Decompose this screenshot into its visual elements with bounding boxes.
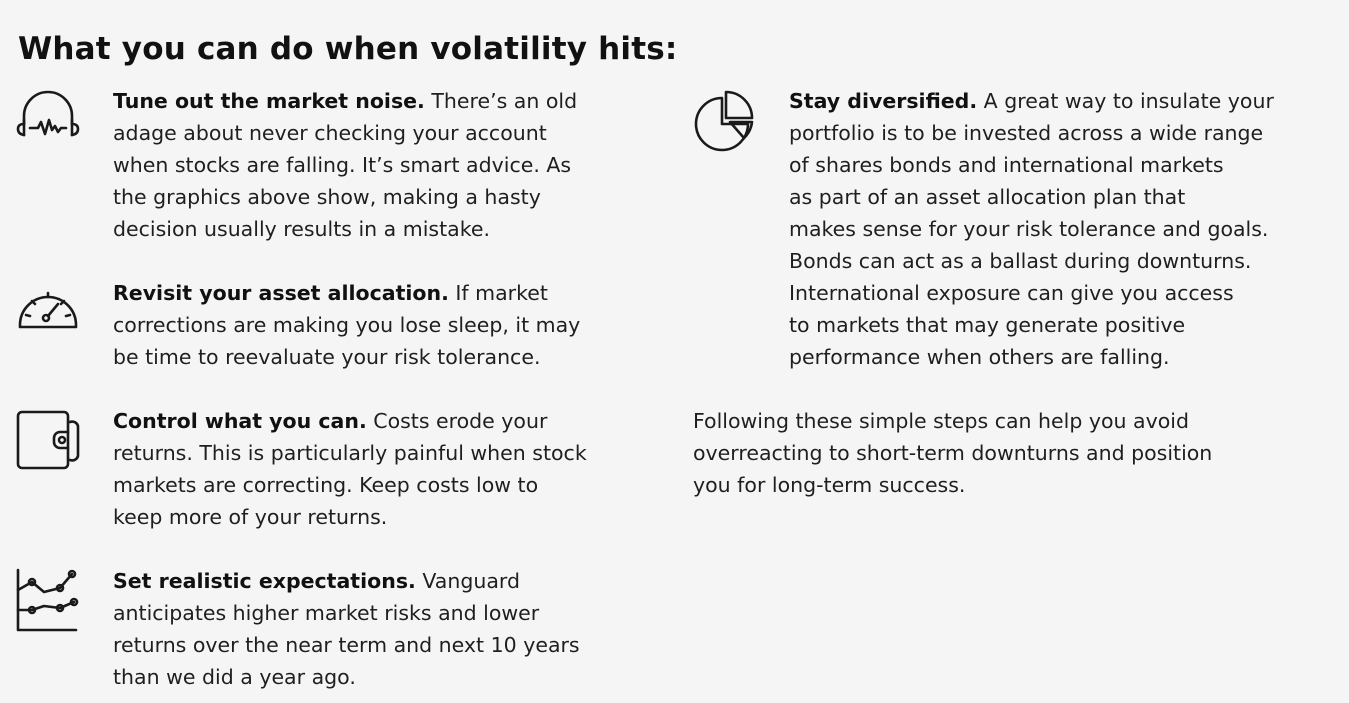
tip-title: Control what you can.: [113, 409, 367, 433]
headphones-icon: [14, 84, 82, 152]
tip-text-line: Costs erode your: [366, 409, 548, 433]
tip-text-line: the graphics above show, making a hasty: [113, 185, 541, 209]
tip-realistic-expectations: [113, 565, 580, 693]
tip-text-line: There’s an old: [424, 89, 578, 113]
wallet-icon: [14, 404, 82, 472]
tip-text-line: decision usually results in a mistake.: [113, 217, 490, 241]
tip-text-line: be time to reevaluate your risk tolerance.: [113, 345, 541, 369]
tip-text-line: when stocks are falling. It’s smart advice. As: [113, 153, 572, 177]
tip-text-line: of shares bonds and international markets: [789, 153, 1224, 177]
line-chart-icon: [14, 566, 82, 634]
tip-text-line: A great way to insulate your: [977, 89, 1274, 113]
closing-text-line: Following these simple steps can help you avoid: [693, 409, 1189, 433]
tip-text-line: returns over the near term and next 10 years: [113, 633, 580, 657]
tip-text-line: If market: [448, 281, 548, 305]
tip-text-line: keep more of your returns.: [113, 505, 388, 529]
page-title: What you can do when volatility hits:: [18, 31, 678, 67]
tip-title: Revisit your asset allocation.: [113, 281, 449, 305]
tip-text-line: corrections are making you lose sleep, it may: [113, 313, 581, 337]
tip-title: Tune out the market noise.: [113, 89, 425, 113]
tip-text-line: as part of an asset allocation plan that: [789, 185, 1186, 209]
speedometer-icon: [14, 278, 82, 346]
closing-text-line: overreacting to short-term downturns and position: [693, 441, 1213, 465]
tip-text-line: makes sense for your risk tolerance and goals.: [789, 217, 1269, 241]
tip-text-line: markets are correcting. Keep costs low to: [113, 473, 539, 497]
tip-text-line: Bonds can act as a ballast during downturns.: [789, 249, 1252, 273]
tip-stay-diversified: [789, 85, 1274, 373]
tip-text-line: International exposure can give you access: [789, 281, 1234, 305]
tip-text-line: to markets that may generate positive: [789, 313, 1186, 337]
tip-text-line: Vanguard: [415, 569, 520, 593]
pie-chart-icon: [690, 86, 758, 154]
closing-text-line: you for long-term success.: [693, 473, 966, 497]
tip-text-line: than we did a year ago.: [113, 665, 356, 689]
tip-title: Set realistic expectations.: [113, 569, 416, 593]
tip-text-line: anticipates higher market risks and lower: [113, 601, 540, 625]
tip-title: Stay diversified.: [789, 89, 978, 113]
tip-tune-out-noise: [113, 85, 577, 245]
tip-text-line: performance when others are falling.: [789, 345, 1170, 369]
tip-text-line: returns. This is particularly painful when stock: [113, 441, 587, 465]
tip-revisit-allocation: [113, 277, 580, 373]
tip-control-costs: [113, 405, 587, 533]
tip-text-line: portfolio is to be invested across a wide range: [789, 121, 1264, 145]
tip-text-line: adage about never checking your account: [113, 121, 547, 145]
closing-paragraph: [693, 405, 1212, 501]
